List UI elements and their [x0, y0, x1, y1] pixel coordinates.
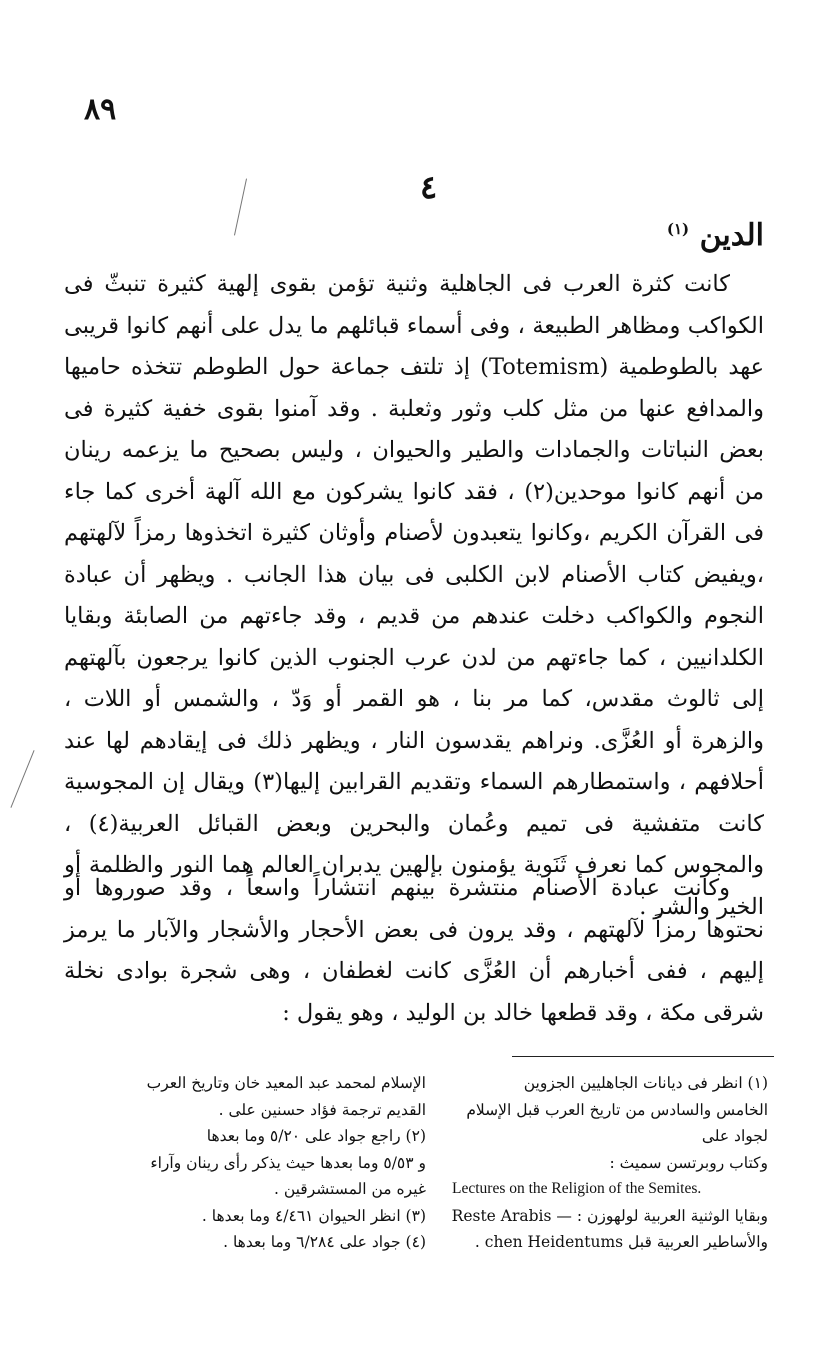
footnote-line: وكتاب روبرتسن سميث :	[609, 1153, 768, 1172]
body-paragraph-2	[64, 868, 764, 1034]
footnote-line: (١) انظر فى ديانات الجاهليين الجزوين	[523, 1074, 768, 1092]
page-number: ٨٩	[84, 92, 117, 127]
paragraph-text: وكانت عبادة الأصنام منتشرة بينهم انتشاراً واسعاً ، وقد صوروها أو نحتوها رمزاً لآلهتهم ، وقد يرون فى بعض الأحجار والأشجار والآبار ما يرمز إليهم ، ففى أخبارهم أن العُزَّى كانت لغطفان ، وهى شجرة بوادى نخلة شرقى مكة ، وقد قطعها خالد بن الوليد ، وهو يقول :	[64, 875, 764, 1026]
footnote-line: (٢) راجع جواد على ٥/٢٠ وما بعدها	[206, 1127, 426, 1145]
footnote-line: الإسلام لمحمد عبد المعيد خان وتاريخ العرب	[146, 1074, 426, 1092]
body-paragraph-1	[64, 264, 764, 928]
footnote-line: (٤) جواد على ٦/٢٨٤ وما بعدها .	[223, 1233, 426, 1251]
heading-title: الدين	[699, 218, 764, 253]
footnote-line: والأساطير العربية قبل chen Heidentums .	[474, 1233, 768, 1251]
footnote-line: القديم ترجمة فؤاد حسنين على .	[218, 1100, 426, 1119]
pencil-mark	[10, 750, 34, 808]
heading-footnote-ref: (١)	[666, 220, 690, 238]
footnote-line: (٣) انظر الحيوان ٤/٤٦١ وما بعدها .	[201, 1206, 426, 1225]
pencil-mark	[234, 179, 247, 236]
footnote-line: لجواد على	[701, 1127, 768, 1145]
chapter-number: ٤	[420, 168, 438, 206]
section-heading	[667, 218, 764, 253]
footnotes-right-column	[452, 1070, 768, 1256]
footnote-line: و ٥/٥٣ وما بعدها حيث يذكر رأى رينان وآراء	[150, 1153, 426, 1172]
paragraph-text: كانت كثرة العرب فى الجاهلية وثنية تؤمن بقوى إلهية كثيرة تنبثّ فى الكواكب ومظاهر الطبيعة ، وفى أسماء قبائلهم ما يدل على أنهم كانوا قريبى عهد بالطوطمية (Totemism) إذ تلتف جماعة حول الطوطم تتخذه حاميها والمدافع عنها من مثل كلب وثور وثعلبة . وقد آمنوا بقوى خفية كثيرة فى بعض النباتات والجمادات والطير والحيوان ، وليس بصحيح ما يزعمه رينان من أنهم كانوا موحدين(٢) ، فقد كانوا يشركون مع الله آلهة أخرى كما جاء فى القرآن الكريم ،وكانوا يتعبدون لأصنام وأوثان كثيرة اتخذوها رمزاً لآلهتهم ،ويفيض كتاب الأصنام لابن الكلبى فى بيان هذا الجانب . ويظهر أن عبادة النجوم والكواكب دخلت عندهم من قديم ، وقد جاءتهم من الصابئة وبقايا الكلدانيين ، كما جاءتهم من لدن عرب الجنوب الذين كانوا يرجعون بآلهتهم إلى ثالوث مقدس، كما مر بنا ، هو القمر أو وَدّ ، والشمس أو اللات ، والزهرة أو العُزَّى. ونراهم يقدسون النار ، ويظهر ذلك فى إيقادهم لها عند أحلافهم ، واستمطارهم السماء وتقديم القرابين إليها(٣) ويقال إن المجوسية كانت متفشية فى تميم وعُمان والبحرين وبعض القبائل العربية(٤) ، والمجوس كما نعرف ثَنَوية يؤمنون بإلهين يدبران العالم هما النور والظلمة أو الخير والشر .	[64, 271, 764, 920]
footnote-line: الخامس والسادس من تاريخ العرب قبل الإسلام	[466, 1100, 768, 1119]
footnotes-left-column	[82, 1070, 426, 1256]
footnote-line: Lectures on the Religion of the Semites.	[452, 1180, 702, 1197]
footnote-line: وبقايا الوثنية العربية لولهوزن : — Reste Arabis	[451, 1206, 768, 1225]
footnote-line: غيره من المستشرقين .	[273, 1180, 426, 1198]
footnote-divider	[512, 1056, 774, 1057]
